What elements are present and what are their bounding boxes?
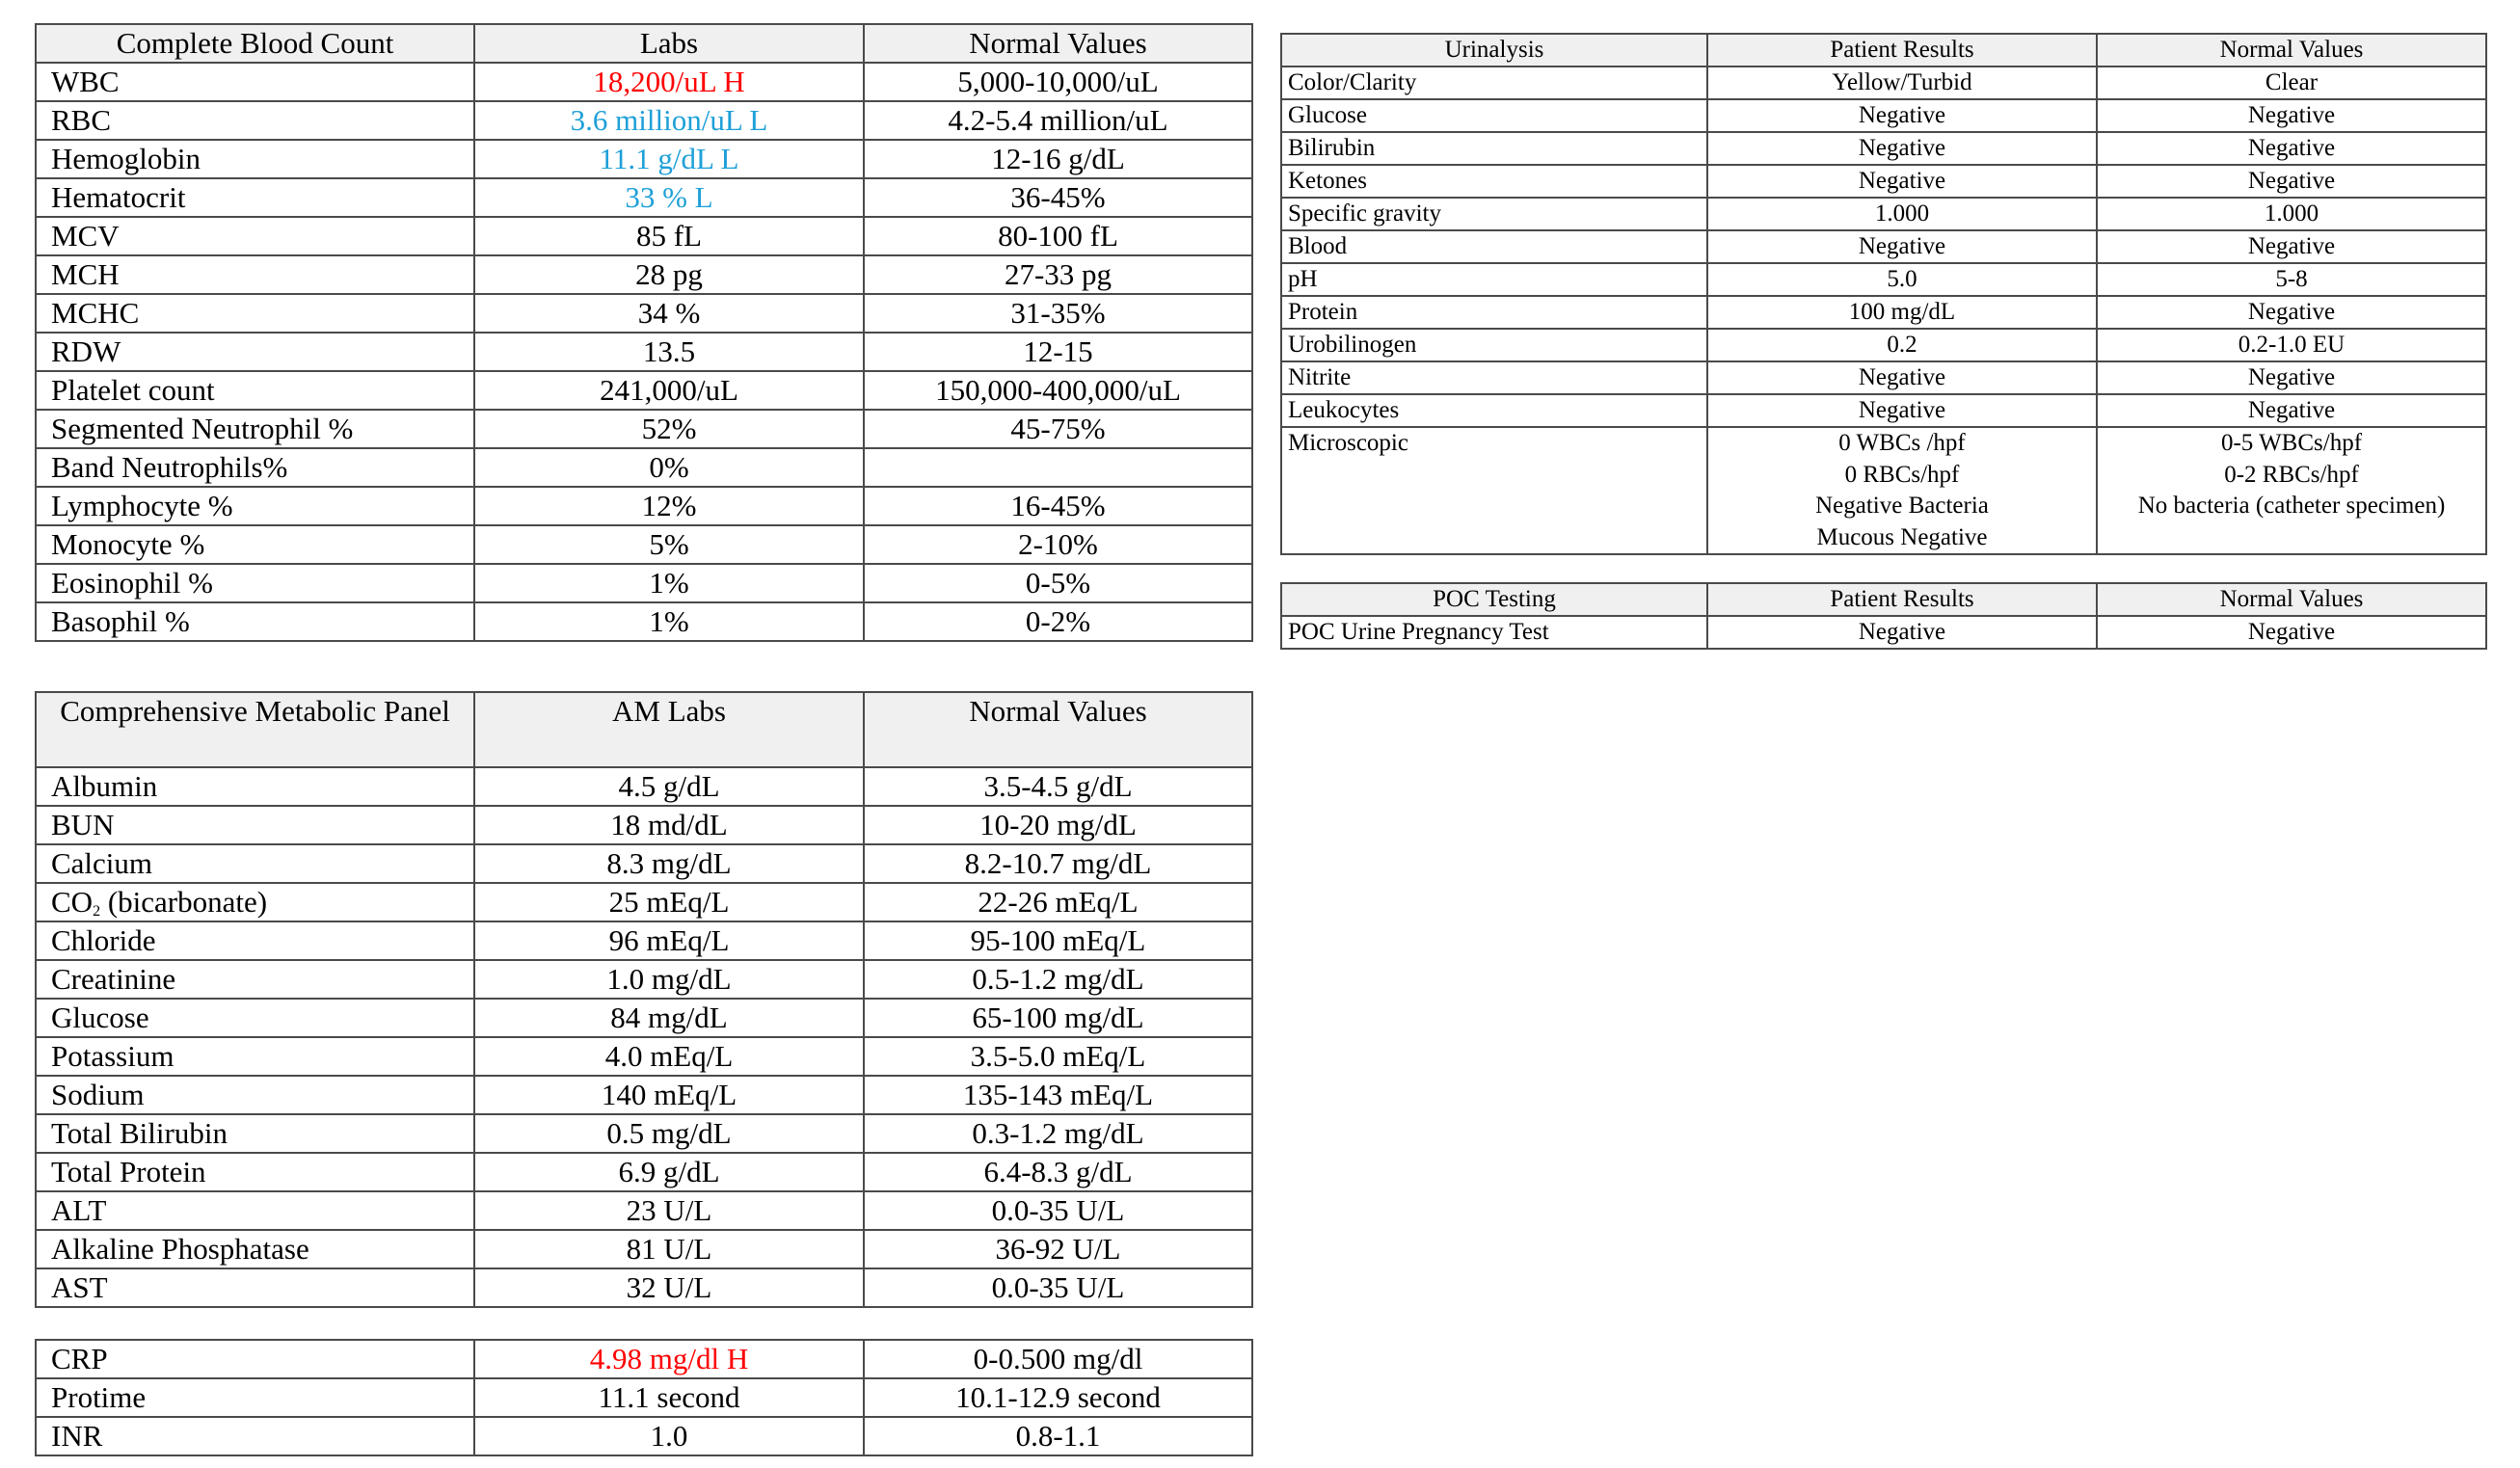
cmp-row (36, 960, 1252, 999)
cmp-result: 0.5 mg/dL (474, 1114, 864, 1153)
cmp-test-name (36, 883, 474, 921)
cbc-normal-range: 80-100 fL (864, 217, 1252, 255)
cbc-normal-range (864, 448, 1252, 487)
cbc-test-name: Band Neutrophils% (36, 448, 474, 487)
cmp-test-name: Total Protein (36, 1153, 474, 1191)
ua-test-name: Color/Clarity (1281, 67, 1707, 99)
cbc-row (36, 178, 1252, 217)
cbc-normal-range: 27-33 pg (864, 255, 1252, 294)
cmp-row (36, 999, 1252, 1037)
ua-normal-range: Negative (2097, 296, 2486, 329)
ua-result: Negative (1707, 165, 2097, 198)
ua-result: 5.0 (1707, 263, 2097, 296)
cbc-row (36, 602, 1252, 641)
ua-row (1281, 165, 2486, 198)
cmp-normal-range: 65-100 mg/dL (864, 999, 1252, 1037)
ua-normal-range: Negative (2097, 132, 2486, 165)
poc-result: Negative (1707, 616, 2097, 649)
cbc-result: 34 % (474, 294, 864, 333)
ua-microscopic-row (1281, 427, 2486, 554)
cbc-normal-range: 0-2% (864, 602, 1252, 641)
cmp-test-name: Glucose (36, 999, 474, 1037)
ua-row (1281, 329, 2486, 361)
cbc-normal-range: 2-10% (864, 525, 1252, 564)
cmp-normal-range: 3.5-5.0 mEq/L (864, 1037, 1252, 1076)
misc-result: 4.98 mg/dl H (474, 1340, 864, 1378)
cbc-normal-range: 12-16 g/dL (864, 140, 1252, 178)
cbc-normal-range: 12-15 (864, 333, 1252, 371)
cmp-normal-range: 0.3-1.2 mg/dL (864, 1114, 1252, 1153)
ua-result: Negative (1707, 394, 2097, 427)
ua-micro-normal: 0-2 RBCs/hpf (2224, 461, 2359, 488)
ua-header-results: Patient Results (1707, 34, 2097, 67)
ua-result: 0.2 (1707, 329, 2097, 361)
cbc-test-name: WBC (36, 63, 474, 101)
cbc-normal-range: 16-45% (864, 487, 1252, 525)
co2-subscript: 2 (93, 903, 101, 920)
cmp-test-name: Chloride (36, 921, 474, 960)
misc-test-name: INR (36, 1417, 474, 1455)
poc-row (1281, 616, 2486, 649)
cmp-header-row (36, 692, 1252, 767)
cmp-result: 8.3 mg/dL (474, 844, 864, 883)
cmp-normal-range: 0.5-1.2 mg/dL (864, 960, 1252, 999)
misc-test-name: CRP (36, 1340, 474, 1378)
poc-test-name: POC Urine Pregnancy Test (1281, 616, 1707, 649)
ua-test-name: Urobilinogen (1281, 329, 1707, 361)
cbc-header-labs: Labs (474, 24, 864, 63)
cbc-test-name: Lymphocyte % (36, 487, 474, 525)
ua-test-name: Bilirubin (1281, 132, 1707, 165)
cbc-row (36, 525, 1252, 564)
cmp-normal-range: 36-92 U/L (864, 1230, 1252, 1268)
poc-normal-range: Negative (2097, 616, 2486, 649)
misc-result: 1.0 (474, 1417, 864, 1455)
cbc-result: 1% (474, 564, 864, 602)
cbc-normal-range: 0-5% (864, 564, 1252, 602)
ua-test-name: Specific gravity (1281, 198, 1707, 230)
ua-row (1281, 394, 2486, 427)
cbc-result: 18,200/uL H (474, 63, 864, 101)
cmp-test-name: Creatinine (36, 960, 474, 999)
poc-header-test: POC Testing (1281, 583, 1707, 616)
misc-row (36, 1378, 1252, 1417)
cmp-result: 1.0 mg/dL (474, 960, 864, 999)
ua-microscopic-values (1707, 427, 2097, 554)
cbc-test-name: RBC (36, 101, 474, 140)
cmp-normal-range: 135-143 mEq/L (864, 1076, 1252, 1114)
cmp-test-name: Albumin (36, 767, 474, 806)
cbc-row (36, 63, 1252, 101)
ua-row (1281, 67, 2486, 99)
cmp-normal-range: 22-26 mEq/L (864, 883, 1252, 921)
ua-normal-range: Negative (2097, 99, 2486, 132)
poc-header-row (1281, 583, 2486, 616)
ua-result: Negative (1707, 132, 2097, 165)
ua-normal-range: 5-8 (2097, 263, 2486, 296)
ua-micro-value: Negative Bacteria (1815, 493, 1989, 519)
misc-test-name: Protime (36, 1378, 474, 1417)
cbc-row (36, 217, 1252, 255)
cbc-test-name: Hematocrit (36, 178, 474, 217)
poc-header-normal: Normal Values (2097, 583, 2486, 616)
cbc-row (36, 140, 1252, 178)
ua-normal-range: Negative (2097, 165, 2486, 198)
cbc-result: 52% (474, 410, 864, 448)
cmp-test-name: Total Bilirubin (36, 1114, 474, 1153)
cmp-normal-range: 8.2-10.7 mg/dL (864, 844, 1252, 883)
cmp-result: 81 U/L (474, 1230, 864, 1268)
cbc-test-name: Eosinophil % (36, 564, 474, 602)
cmp-row (36, 883, 1252, 921)
cmp-result: 4.5 g/dL (474, 767, 864, 806)
ua-test-name: Protein (1281, 296, 1707, 329)
cbc-result: 13.5 (474, 333, 864, 371)
ua-result: Yellow/Turbid (1707, 67, 2097, 99)
ua-row (1281, 99, 2486, 132)
cbc-normal-range: 4.2-5.4 million/uL (864, 101, 1252, 140)
cbc-header-normal: Normal Values (864, 24, 1252, 63)
misc-table (35, 1339, 1253, 1456)
cbc-row (36, 101, 1252, 140)
ua-result: Negative (1707, 230, 2097, 263)
cbc-test-name: Monocyte % (36, 525, 474, 564)
cmp-row (36, 767, 1252, 806)
cbc-row (36, 487, 1252, 525)
misc-result: 11.1 second (474, 1378, 864, 1417)
cbc-result: 3.6 million/uL L (474, 101, 864, 140)
ua-row (1281, 198, 2486, 230)
cbc-test-name: RDW (36, 333, 474, 371)
cmp-result: 18 md/dL (474, 806, 864, 844)
misc-normal-range: 0-0.500 mg/dl (864, 1340, 1252, 1378)
ua-test-name: Ketones (1281, 165, 1707, 198)
cmp-table (35, 691, 1253, 1308)
ua-micro-value: 0 RBCs/hpf (1844, 461, 1960, 488)
cbc-result: 33 % L (474, 178, 864, 217)
urinalysis-table (1280, 33, 2487, 555)
cbc-normal-range: 45-75% (864, 410, 1252, 448)
cmp-normal-range: 0.0-35 U/L (864, 1268, 1252, 1307)
cbc-test-name: MCV (36, 217, 474, 255)
cmp-test-name: Calcium (36, 844, 474, 883)
ua-header-normal: Normal Values (2097, 34, 2486, 67)
ua-result: 100 mg/dL (1707, 296, 2097, 329)
cbc-normal-range: 31-35% (864, 294, 1252, 333)
ua-row (1281, 361, 2486, 394)
cmp-row (36, 806, 1252, 844)
cbc-normal-range: 5,000-10,000/uL (864, 63, 1252, 101)
ua-micro-normal: No bacteria (catheter specimen) (2137, 493, 2446, 519)
co2-base: CO (51, 885, 94, 919)
cbc-row (36, 333, 1252, 371)
cmp-test-name: Alkaline Phosphatase (36, 1230, 474, 1268)
cmp-header-labs: AM Labs (474, 692, 864, 767)
ua-header-row (1281, 34, 2486, 67)
cmp-result: 6.9 g/dL (474, 1153, 864, 1191)
ua-result: 1.000 (1707, 198, 2097, 230)
cmp-result: 140 mEq/L (474, 1076, 864, 1114)
co2-rest: (bicarbonate) (100, 885, 268, 919)
cmp-row (36, 1037, 1252, 1076)
cbc-normal-range: 36-45% (864, 178, 1252, 217)
cbc-result: 0% (474, 448, 864, 487)
cbc-normal-range: 150,000-400,000/uL (864, 371, 1252, 410)
cbc-header-test: Complete Blood Count (36, 24, 474, 63)
cbc-row (36, 448, 1252, 487)
ua-microscopic-normals (2097, 427, 2486, 554)
cmp-test-name: BUN (36, 806, 474, 844)
cbc-result: 28 pg (474, 255, 864, 294)
cbc-row (36, 255, 1252, 294)
cmp-test-name: AST (36, 1268, 474, 1307)
cmp-result: 84 mg/dL (474, 999, 864, 1037)
cbc-test-name: Hemoglobin (36, 140, 474, 178)
ua-normal-range: 0.2-1.0 EU (2097, 329, 2486, 361)
cmp-normal-range: 95-100 mEq/L (864, 921, 1252, 960)
cmp-test-name: Sodium (36, 1076, 474, 1114)
ua-result: Negative (1707, 361, 2097, 394)
ua-test-name: pH (1281, 263, 1707, 296)
cmp-test-name: Potassium (36, 1037, 474, 1076)
ua-header-test: Urinalysis (1281, 34, 1707, 67)
cbc-result: 12% (474, 487, 864, 525)
cmp-row (36, 1114, 1252, 1153)
ua-test-name: Glucose (1281, 99, 1707, 132)
misc-row (36, 1340, 1252, 1378)
ua-normal-range: Negative (2097, 394, 2486, 427)
ua-row (1281, 296, 2486, 329)
cbc-row (36, 294, 1252, 333)
cmp-normal-range: 10-20 mg/dL (864, 806, 1252, 844)
ua-micro-normal: 0-5 WBCs/hpf (2220, 430, 2363, 456)
cmp-result: 32 U/L (474, 1268, 864, 1307)
cmp-result: 4.0 mEq/L (474, 1037, 864, 1076)
cmp-header-test: Comprehensive Metabolic Panel (36, 692, 474, 767)
cbc-test-name: MCH (36, 255, 474, 294)
cbc-result: 1% (474, 602, 864, 641)
ua-micro-value: Mucous Negative (1816, 523, 1988, 550)
cbc-row (36, 371, 1252, 410)
cmp-normal-range: 6.4-8.3 g/dL (864, 1153, 1252, 1191)
cmp-normal-range: 3.5-4.5 g/dL (864, 767, 1252, 806)
ua-normal-range: 1.000 (2097, 198, 2486, 230)
cmp-row (36, 1191, 1252, 1230)
cbc-table (35, 23, 1253, 642)
cmp-result: 96 mEq/L (474, 921, 864, 960)
ua-result: Negative (1707, 99, 2097, 132)
cbc-test-name: MCHC (36, 294, 474, 333)
ua-normal-range: Negative (2097, 361, 2486, 394)
cbc-test-name: Basophil % (36, 602, 474, 641)
ua-test-name: Leukocytes (1281, 394, 1707, 427)
cmp-row (36, 1268, 1252, 1307)
ua-row (1281, 230, 2486, 263)
ua-test-name: Nitrite (1281, 361, 1707, 394)
ua-micro-value: 0 WBCs /hpf (1838, 430, 1966, 456)
cbc-result: 5% (474, 525, 864, 564)
cmp-row (36, 921, 1252, 960)
cbc-test-name: Segmented Neutrophil % (36, 410, 474, 448)
ua-normal-range: Negative (2097, 230, 2486, 263)
poc-table (1280, 582, 2487, 650)
cbc-result: 11.1 g/dL L (474, 140, 864, 178)
cmp-normal-range: 0.0-35 U/L (864, 1191, 1252, 1230)
cmp-test-name: ALT (36, 1191, 474, 1230)
ua-test-name: Blood (1281, 230, 1707, 263)
ua-row (1281, 132, 2486, 165)
misc-normal-range: 10.1-12.9 second (864, 1378, 1252, 1417)
cbc-row (36, 410, 1252, 448)
ua-microscopic-name: Microscopic (1281, 427, 1707, 554)
poc-header-results: Patient Results (1707, 583, 2097, 616)
cmp-row (36, 1230, 1252, 1268)
cbc-row (36, 564, 1252, 602)
ua-row (1281, 263, 2486, 296)
cbc-result: 241,000/uL (474, 371, 864, 410)
cmp-result: 23 U/L (474, 1191, 864, 1230)
cbc-result: 85 fL (474, 217, 864, 255)
cmp-result: 25 mEq/L (474, 883, 864, 921)
misc-row (36, 1417, 1252, 1455)
ua-normal-range: Clear (2097, 67, 2486, 99)
cmp-row (36, 1153, 1252, 1191)
cbc-header-row (36, 24, 1252, 63)
cmp-header-normal: Normal Values (864, 692, 1252, 767)
cbc-test-name: Platelet count (36, 371, 474, 410)
cmp-row (36, 1076, 1252, 1114)
cmp-row (36, 844, 1252, 883)
misc-normal-range: 0.8-1.1 (864, 1417, 1252, 1455)
